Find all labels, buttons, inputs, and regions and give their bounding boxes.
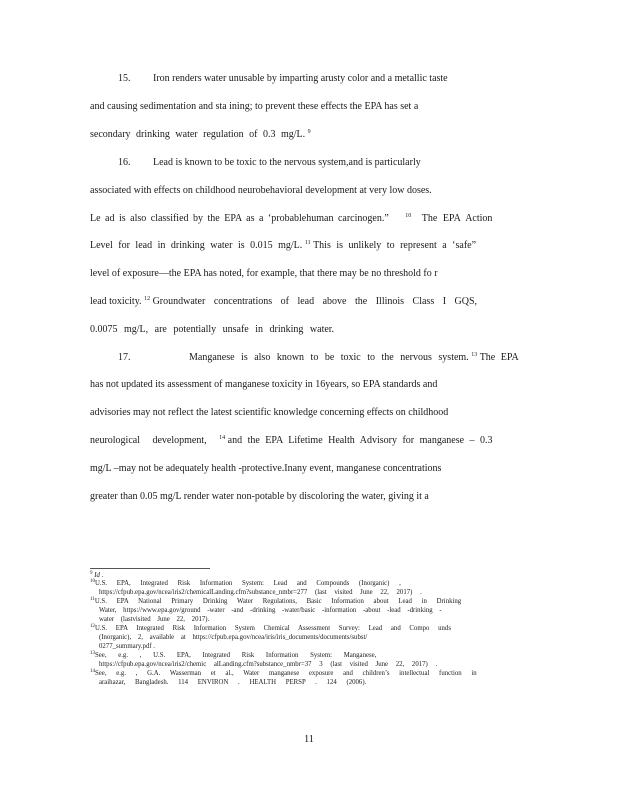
p16-line-3: Le ad is also classified by the EPA as a ‘probablehuman carcinogen.” $^{10}$ The EPA Action (90, 213, 493, 224)
p15-line-1: 15. Iron renders water unusable by imparting arusty color and a metallic taste (118, 73, 448, 84)
footnote-12: $^{12}$U.S. EPA Integrated Risk Information System Chemical Assessment Survey: Lead and Compo unds (90, 624, 451, 632)
p15-line-2: and causing sedimentation and sta ining; to prevent these effects the EPA has set a (90, 101, 419, 112)
footnote-14: $^{14}$See, e.g. , G.A. Wasserman et al., Water manganese exposure and children’s intellectual function in (90, 669, 477, 677)
p17-line-4: neurological development, $^{14}$ and the EPA Lifetime Health Advisory for manganese – 0.3 (90, 435, 493, 446)
footnote-ref-14[interactable]: 14 (219, 435, 226, 441)
p17-line-2: has not updated its assessment of manganese toxicity in 16years, so EPA standards and (90, 379, 438, 390)
footnote-13: $^{13}$See, e.g. , U.S. EPA, Integrated Risk Information System: Manganese, (90, 651, 377, 659)
footnote-14-line-2: araihazar, Bangladesh. 114 ENVIRON . HEALTH PERSP . 124 (2006). (99, 679, 367, 686)
footnote-13-line-2: https://cfpub.epa.gov/ncea/iris2/chemic alLanding.cfm?substance_nmbr=37 3 (last visited June 22, 2017) . (99, 661, 438, 668)
footnote-10: $^{10}$U.S. EPA, Integrated Risk Information System: Lead and Compounds (Inorganic) , (90, 579, 401, 587)
footnote-separator (90, 568, 210, 569)
footnote-ref-10[interactable]: 10 (405, 213, 412, 219)
page-number: 11 (304, 734, 314, 745)
p16-line-1: 16. Lead is known to be toxic to the nervous system,and is particularly (118, 157, 421, 168)
footnote-ref-12[interactable]: 12 (144, 296, 151, 302)
footnote-ref-11[interactable]: 11 (304, 240, 311, 246)
footnote-11-line-3: water (lastvisited June 22, 2017). (99, 616, 210, 623)
p16-line-2: associated with effects on childhood neurobehavioral development at very low doses. (90, 185, 432, 196)
p16-line-6: lead toxicity. $^{12}$ Groundwater concentrations of lead above the Illinois Class I GQS, (90, 296, 478, 307)
p15-line-3: secondary drinking water regulation of 0.3 mg/L. $^9$ (90, 129, 311, 140)
footnote-10-line-2: https://cfpub.epa.gov/ncea/iris2/chemicalLanding.cfm?substance_nmbr=277 (last visited June 22, 2017) . (99, 589, 422, 596)
p17-line-6: greater than 0.05 mg/L render water non-potable by discoloring the water, giving it a (90, 491, 429, 502)
p16-line-7: 0.0075 mg/L, are potentially unsafe in drinking water. (90, 324, 335, 335)
footnote-ref-13[interactable]: 13 (471, 352, 478, 358)
p17-line-3: advisories may not reflect the latest scientific knowledge concerning effects on childhood (90, 407, 449, 418)
p16-line-5: level of exposure—the EPA has noted, for example, that there may be no threshold fo r (90, 268, 438, 279)
footnote-11: $^{11}$U.S. EPA National Primary Drinking Water Regulations, Basic Information about Lead in Drinking (90, 597, 462, 605)
footnote-12-line-2: (Inorganic), 2, available at https://cfpub.epa.gov/ncea/iris/iris_documents/documents/subst/ (99, 634, 368, 641)
p17-line-5: mg/L –may not be adequately health -protective.Inany event, manganese concentrations (90, 463, 442, 474)
footnote-9: $^9$ Id . (90, 571, 104, 579)
footnote-ref-9[interactable]: 9 (307, 129, 311, 135)
p16-line-4: Level for lead in drinking water is 0.015 mg/L. $^{11}$ This is unlikely to represent a ‘safe” (90, 240, 477, 251)
p17-line-1: 17. Manganese is also known to be toxic to the nervous system. $^{13}$ The EPA (118, 352, 519, 363)
footnote-12-line-3: 0277_summary.pdf . (99, 643, 156, 650)
footnote-11-line-2: Water, https://www.epa.gov/ground -water -and -drinking -water/basic -information -about -lead -drinking - (99, 607, 442, 614)
